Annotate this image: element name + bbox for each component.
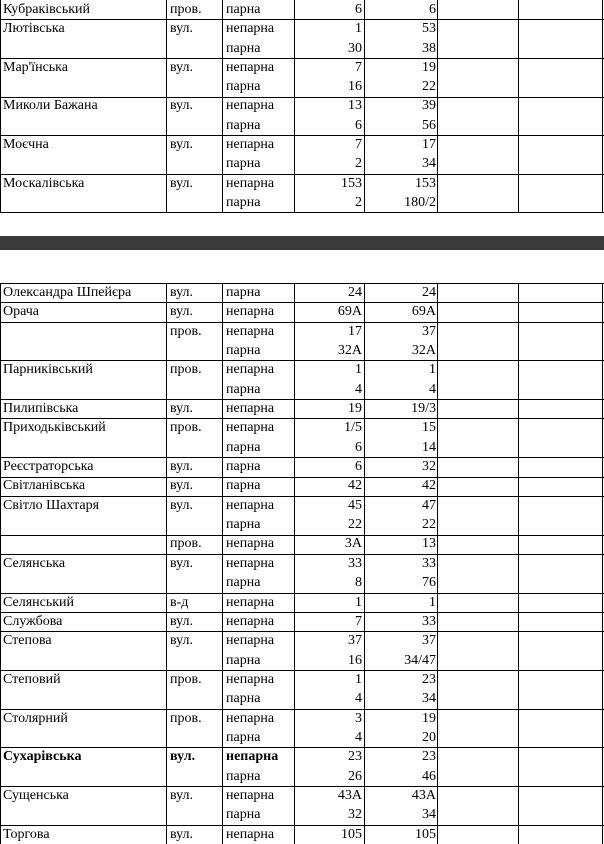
street-type-cell bbox=[170, 154, 222, 173]
street-name-cell: Миколи Бажана bbox=[3, 98, 98, 114]
house-from-cell: 42 bbox=[348, 478, 362, 494]
street-type-cell: пров. bbox=[170, 671, 202, 687]
grid-vertical-line bbox=[294, 0, 295, 212]
street-name-cell bbox=[3, 438, 165, 457]
street-type-cell: вул. bbox=[170, 613, 194, 629]
street-name-cell bbox=[3, 39, 165, 58]
street-name-cell bbox=[3, 805, 165, 824]
street-type-cell bbox=[170, 767, 222, 786]
street-name-cell: Сухарівська bbox=[3, 749, 82, 765]
parity-cell: непарна bbox=[226, 594, 275, 610]
house-to-cell: 19 bbox=[422, 59, 436, 75]
house-to-cell: 23 bbox=[422, 671, 436, 687]
section-separator-band bbox=[0, 236, 604, 250]
grid-horizontal-line bbox=[0, 709, 604, 710]
grid-horizontal-line bbox=[0, 747, 604, 748]
house-to-cell: 19/3 bbox=[411, 401, 436, 417]
house-from-cell: 6 bbox=[355, 2, 362, 17]
house-to-cell: 37 bbox=[422, 633, 436, 649]
grid-horizontal-line bbox=[0, 496, 604, 497]
parity-cell: непарна bbox=[226, 304, 275, 320]
street-type-cell: вул. bbox=[170, 749, 196, 765]
house-from-cell: 8 bbox=[355, 575, 362, 591]
street-type-cell bbox=[170, 573, 222, 592]
street-name-cell: Торгова bbox=[3, 826, 50, 842]
house-to-cell: 34 bbox=[422, 691, 436, 707]
street-type-cell: пров. bbox=[170, 710, 202, 726]
street-type-cell: вул. bbox=[170, 59, 194, 75]
house-to-cell: 34 bbox=[422, 156, 436, 172]
grid-horizontal-line bbox=[0, 612, 604, 613]
grid-vertical-line bbox=[518, 0, 519, 212]
street-name-cell bbox=[3, 77, 165, 96]
house-to-cell: 56 bbox=[422, 117, 436, 133]
street-name-cell bbox=[3, 767, 165, 786]
house-to-cell: 43А bbox=[411, 787, 436, 803]
grid-vertical-line bbox=[437, 0, 438, 212]
parity-cell: парна bbox=[226, 652, 261, 668]
parity-cell: парна bbox=[226, 575, 261, 591]
street-name-cell: Лютівська bbox=[3, 21, 65, 37]
house-to-cell: 13 bbox=[422, 536, 436, 552]
house-from-cell: 16 bbox=[348, 652, 362, 668]
street-type-cell: вул. bbox=[170, 401, 194, 417]
street-name-cell: Кубраківський bbox=[3, 2, 91, 17]
parity-cell: парна bbox=[226, 2, 261, 17]
parity-cell: парна bbox=[226, 156, 261, 172]
grid-vertical-line bbox=[364, 283, 365, 844]
house-from-cell: 16 bbox=[348, 79, 362, 95]
house-from-cell: 1 bbox=[355, 21, 362, 37]
street-name-cell bbox=[3, 193, 165, 212]
grid-horizontal-line bbox=[0, 399, 604, 400]
street-type-cell: в-д bbox=[170, 594, 189, 610]
parity-cell: парна bbox=[226, 729, 261, 745]
grid-horizontal-line bbox=[0, 535, 604, 536]
house-from-cell: 1 bbox=[355, 671, 362, 687]
house-from-cell: 4 bbox=[355, 729, 362, 745]
house-from-cell: 32 bbox=[348, 807, 362, 823]
house-from-cell: 4 bbox=[355, 381, 362, 397]
house-to-cell: 69А bbox=[411, 304, 436, 320]
street-type-cell bbox=[170, 805, 222, 824]
street-name-cell: Реєстраторська bbox=[3, 459, 94, 475]
grid-horizontal-line bbox=[0, 554, 604, 555]
grid-horizontal-line bbox=[0, 322, 604, 323]
grid-vertical-line bbox=[602, 283, 603, 844]
house-from-cell: 2 bbox=[355, 156, 362, 172]
street-name-cell: Селянська bbox=[3, 555, 66, 571]
house-from-cell: 7 bbox=[355, 59, 362, 75]
grid-horizontal-line bbox=[0, 593, 604, 594]
house-from-cell: 32А bbox=[337, 343, 362, 359]
house-to-cell: 34/47 bbox=[404, 652, 436, 668]
street-name-cell: Світланівська bbox=[3, 478, 86, 494]
grid-vertical-line bbox=[0, 283, 1, 844]
street-type-cell bbox=[170, 193, 222, 212]
house-from-cell: 3 bbox=[355, 710, 362, 726]
street-type-cell: вул. bbox=[170, 478, 194, 494]
house-from-cell: 30 bbox=[348, 40, 362, 56]
parity-cell: непарна bbox=[226, 137, 275, 153]
street-type-cell bbox=[170, 515, 222, 534]
parity-cell: парна bbox=[226, 459, 261, 475]
parity-cell: парна bbox=[226, 691, 261, 707]
house-to-cell: 42 bbox=[422, 478, 436, 494]
parity-cell: парна bbox=[226, 381, 261, 397]
street-type-cell bbox=[170, 651, 222, 670]
street-type-cell: вул. bbox=[170, 555, 194, 571]
street-type-cell bbox=[170, 39, 222, 58]
parity-cell: парна bbox=[226, 79, 261, 95]
grid-horizontal-line bbox=[0, 418, 604, 419]
street-type-cell: вул. bbox=[170, 497, 194, 513]
street-name-cell: Москалівська bbox=[3, 175, 85, 191]
house-from-cell: 23 bbox=[348, 749, 362, 765]
parity-cell: непарна bbox=[226, 613, 275, 629]
street-name-cell: Приходьківський bbox=[3, 420, 106, 436]
house-to-cell: 32 bbox=[422, 459, 436, 475]
house-from-cell: 3А bbox=[344, 536, 362, 552]
street-name-cell: Орача bbox=[3, 304, 40, 320]
grid-vertical-line bbox=[364, 0, 365, 212]
parity-cell: непарна bbox=[226, 362, 275, 378]
parity-cell: непарна bbox=[226, 710, 275, 726]
street-type-cell: вул. bbox=[170, 304, 194, 320]
street-name-cell bbox=[3, 154, 165, 173]
parity-cell: непарна bbox=[226, 555, 275, 571]
street-name-cell: Степовий bbox=[3, 671, 61, 687]
grid-horizontal-line bbox=[0, 212, 604, 213]
house-from-cell: 24 bbox=[348, 285, 362, 300]
street-type-cell bbox=[170, 438, 222, 457]
grid-horizontal-line bbox=[0, 670, 604, 671]
parity-cell: парна bbox=[226, 117, 261, 133]
street-name-cell bbox=[3, 534, 165, 553]
street-type-cell bbox=[170, 728, 222, 747]
grid-horizontal-line bbox=[0, 825, 604, 826]
house-from-cell: 17 bbox=[348, 323, 362, 339]
parity-cell: непарна bbox=[226, 497, 275, 513]
house-to-cell: 76 bbox=[422, 575, 436, 591]
house-to-cell: 105 bbox=[415, 826, 436, 842]
grid-horizontal-line bbox=[0, 457, 604, 458]
house-to-cell: 23 bbox=[422, 749, 436, 765]
house-to-cell: 46 bbox=[422, 768, 436, 784]
house-to-cell: 38 bbox=[422, 40, 436, 56]
grid-vertical-line bbox=[294, 283, 295, 844]
parity-cell: парна bbox=[226, 40, 261, 56]
street-type-cell: пров. bbox=[170, 536, 202, 552]
parity-cell: непарна bbox=[226, 536, 275, 552]
street-type-cell: вул. bbox=[170, 285, 194, 300]
street-type-cell bbox=[170, 380, 222, 399]
house-from-cell: 6 bbox=[355, 439, 362, 455]
grid-horizontal-line bbox=[0, 786, 604, 787]
street-name-cell: Олександра Шпейєра bbox=[3, 285, 132, 300]
house-from-cell: 45 bbox=[348, 497, 362, 513]
house-from-cell: 13 bbox=[348, 98, 362, 114]
street-type-cell bbox=[170, 116, 222, 135]
parity-cell: непарна bbox=[226, 826, 275, 842]
street-type-cell: вул. bbox=[170, 137, 194, 153]
street-type-cell: пров. bbox=[170, 2, 202, 17]
grid-horizontal-line bbox=[0, 360, 604, 361]
house-from-cell: 153 bbox=[341, 175, 362, 191]
house-from-cell: 43А bbox=[337, 787, 362, 803]
grid-horizontal-line bbox=[0, 174, 604, 175]
house-to-cell: 33 bbox=[422, 555, 436, 571]
street-type-cell: пров. bbox=[170, 420, 202, 436]
parity-cell: непарна bbox=[226, 98, 275, 114]
grid-vertical-line bbox=[222, 283, 223, 844]
house-to-cell: 24 bbox=[422, 285, 436, 300]
street-name-cell bbox=[3, 322, 165, 341]
street-name-cell bbox=[3, 651, 165, 670]
street-name-cell bbox=[3, 728, 165, 747]
house-from-cell: 6 bbox=[355, 117, 362, 133]
street-type-cell: пров. bbox=[170, 362, 202, 378]
parity-cell: непарна bbox=[226, 323, 275, 339]
street-type-cell bbox=[170, 77, 222, 96]
house-to-cell: 22 bbox=[422, 517, 436, 533]
house-from-cell: 19 bbox=[348, 401, 362, 417]
house-to-cell: 19 bbox=[422, 710, 436, 726]
grid-horizontal-line bbox=[0, 477, 604, 478]
street-name-cell: Пилипівська bbox=[3, 401, 79, 417]
house-from-cell: 4 bbox=[355, 691, 362, 707]
house-to-cell: 14 bbox=[422, 439, 436, 455]
street-type-cell: вул. bbox=[170, 787, 194, 803]
grid-horizontal-line bbox=[0, 283, 604, 284]
parity-cell: непарна bbox=[226, 787, 275, 803]
grid-horizontal-line bbox=[0, 97, 604, 98]
house-to-cell: 22 bbox=[422, 79, 436, 95]
house-to-cell: 32А bbox=[411, 343, 436, 359]
parity-cell: непарна bbox=[226, 749, 279, 765]
parity-cell: непарна bbox=[226, 671, 275, 687]
parity-cell: парна bbox=[226, 478, 261, 494]
street-name-cell: Світло Шахтаря bbox=[3, 497, 100, 513]
street-name-cell bbox=[3, 116, 165, 135]
street-type-cell bbox=[170, 341, 222, 360]
house-from-cell: 2 bbox=[355, 194, 362, 210]
parity-cell: парна bbox=[226, 343, 261, 359]
grid-horizontal-line bbox=[0, 58, 604, 59]
house-from-cell: 1 bbox=[355, 594, 362, 610]
street-name-cell bbox=[3, 380, 165, 399]
grid-vertical-line bbox=[0, 0, 1, 212]
parity-cell: парна bbox=[226, 194, 261, 210]
street-name-cell: Селянський bbox=[3, 594, 75, 610]
grid-horizontal-line bbox=[0, 302, 604, 303]
parity-cell: непарна bbox=[226, 59, 275, 75]
parity-cell: парна bbox=[226, 285, 261, 300]
house-from-cell: 22 bbox=[348, 517, 362, 533]
parity-cell: непарна bbox=[226, 633, 275, 649]
parity-cell: непарна bbox=[226, 401, 275, 417]
grid-vertical-line bbox=[518, 283, 519, 844]
parity-cell: непарна bbox=[226, 21, 275, 37]
house-to-cell: 47 bbox=[422, 497, 436, 513]
house-to-cell: 34 bbox=[422, 807, 436, 823]
street-type-cell: вул. bbox=[170, 826, 194, 842]
grid-vertical-line bbox=[222, 0, 223, 212]
grid-vertical-line bbox=[166, 0, 167, 212]
street-name-cell bbox=[3, 515, 165, 534]
house-to-cell: 53 bbox=[422, 21, 436, 37]
house-from-cell: 37 bbox=[348, 633, 362, 649]
house-to-cell: 4 bbox=[429, 381, 436, 397]
parity-cell: непарна bbox=[226, 420, 275, 436]
house-from-cell: 7 bbox=[355, 613, 362, 629]
street-type-cell: вул. bbox=[170, 98, 194, 114]
street-name-cell: Сущенська bbox=[3, 787, 69, 803]
street-type-cell: пров. bbox=[170, 323, 202, 339]
street-type-cell: вул. bbox=[170, 21, 194, 37]
house-to-cell: 153 bbox=[415, 175, 436, 191]
house-to-cell: 180/2 bbox=[404, 194, 436, 210]
street-name-cell bbox=[3, 689, 165, 708]
street-type-cell: вул. bbox=[170, 633, 194, 649]
house-to-cell: 15 bbox=[422, 420, 436, 436]
grid-vertical-line bbox=[602, 0, 603, 212]
street-name-cell: Службова bbox=[3, 613, 63, 629]
parity-cell: парна bbox=[226, 807, 261, 823]
grid-vertical-line bbox=[166, 283, 167, 844]
house-from-cell: 7 bbox=[355, 137, 362, 153]
street-name-cell bbox=[3, 341, 165, 360]
street-name-cell: Парниківський bbox=[3, 362, 93, 378]
house-to-cell: 39 bbox=[422, 98, 436, 114]
parity-cell: непарна bbox=[226, 175, 275, 191]
parity-cell: парна bbox=[226, 768, 261, 784]
street-type-cell bbox=[170, 689, 222, 708]
grid-horizontal-line bbox=[0, 631, 604, 632]
house-from-cell: 1/5 bbox=[344, 420, 362, 436]
parity-cell: парна bbox=[226, 517, 261, 533]
street-type-cell: вул. bbox=[170, 175, 194, 191]
parity-cell: парна bbox=[226, 439, 261, 455]
house-to-cell: 33 bbox=[422, 613, 436, 629]
house-to-cell: 17 bbox=[422, 137, 436, 153]
house-to-cell: 6 bbox=[429, 2, 436, 17]
street-type-cell: вул. bbox=[170, 459, 194, 475]
street-name-cell bbox=[3, 573, 165, 592]
grid-horizontal-line bbox=[0, 19, 604, 20]
house-from-cell: 6 bbox=[355, 459, 362, 475]
house-to-cell: 1 bbox=[429, 594, 436, 610]
house-from-cell: 26 bbox=[348, 768, 362, 784]
grid-vertical-line bbox=[437, 283, 438, 844]
house-from-cell: 33 bbox=[348, 555, 362, 571]
grid-horizontal-line bbox=[0, 135, 604, 136]
street-name-cell: Степова bbox=[3, 633, 52, 649]
street-name-cell: Столярний bbox=[3, 710, 68, 726]
house-from-cell: 105 bbox=[341, 826, 362, 842]
house-to-cell: 20 bbox=[422, 729, 436, 745]
house-to-cell: 37 bbox=[422, 323, 436, 339]
house-from-cell: 1 bbox=[355, 362, 362, 378]
street-name-cell: Мар'їнська bbox=[3, 59, 68, 75]
street-name-cell: Моєчна bbox=[3, 137, 49, 153]
house-to-cell: 1 bbox=[429, 362, 436, 378]
house-from-cell: 69А bbox=[337, 304, 362, 320]
